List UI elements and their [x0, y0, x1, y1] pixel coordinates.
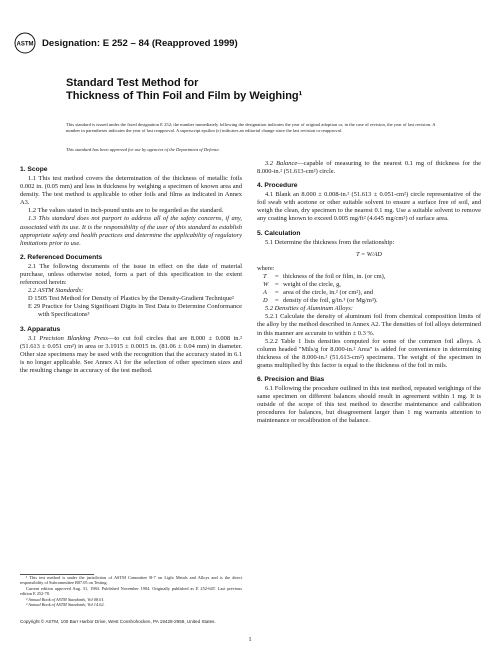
section-heading-calculation: 5. Calculation: [257, 229, 301, 237]
variable-symbol: A: [263, 289, 267, 297]
reference-e29: E 29 Practice for Using Significant Digits in Test Data to Determine Conformance with Specifications³: [28, 303, 242, 319]
page-number: 1: [248, 637, 252, 643]
section-heading-apparatus: 3. Apparatus: [20, 325, 61, 333]
designation: Designation: E 252 – 84 (Reapproved 1999): [42, 38, 238, 49]
logo-text: ASTM: [16, 41, 34, 48]
paragraph-5-1: 5.1 Determine the thickness from the relationship:: [265, 238, 395, 246]
variable-description: weight of the circle, g,: [283, 280, 341, 288]
section-heading-referenced-documents: 2. Referenced Documents: [20, 253, 103, 261]
right-column: [257, 160, 481, 425]
variable-row: T = thickness of the foil or film, in. (or cm),: [263, 272, 386, 280]
paragraph-3-1-label: 3.1 Precision Blanking Press: [28, 334, 108, 342]
thickness-formula: T = W/AD: [356, 250, 382, 258]
paragraph-1-2: 1.2 The values stated in inch-pound units are to be regarded as the standard.: [28, 207, 224, 215]
section-heading-procedure: 4. Procedure: [257, 182, 298, 190]
title-line-2: Thickness of Thin Foil and Film by Weighing¹: [66, 90, 303, 102]
section-heading-scope: 1. Scope: [20, 166, 48, 173]
astm-logo: [14, 32, 36, 54]
paragraph-6-1: 6.1 Following the procedure outlined in this test method, repeated weighings of the same specimen on different balances should result in agreement within 1 mg. It is outside of the scope of this test method to describe maintenance and calibration procedures for balances, but disagreement larger than 1 mg warrants attention to maintenance or recalibration of the balance.: [257, 384, 481, 425]
variable-list: [263, 273, 481, 305]
footnote-1-edition: Current edition approved Aug. 31, 1984. Published November 1984. Originally published as E 252-64T. Last previous edition E 252-78.: [20, 585, 242, 597]
paragraph-5-2-1: 5.2.1 Calculate the density of aluminum foil from chemical composition limits of the alloy by the method described in Annex A2. The densities of foil alloys determined in this manner are accurate to within ± 0.3 %.: [257, 313, 481, 337]
variable-symbol: D: [263, 297, 268, 305]
paragraph-3-2: [257, 160, 481, 176]
variable-symbol: W: [263, 280, 269, 288]
issuance-notice: This standard is issued under the fixed designation E 252; the number immediately following the designation indicates the year of original adoption or, in the case of revision, the year of last revision. A number in parentheses indicates the year of last reapproval. A superscript epsilon (ε) indicates an editorial change since the last revision or reapproval.: [66, 122, 436, 134]
copyright-notice: Copyright © ASTM, 100 Barr Harbor Drive, West Conshohocken, PA 19428-2959, United States.: [20, 619, 216, 624]
paragraph-3-2-label: 3.2 Balance: [265, 160, 298, 167]
paragraph-5-2: 5.2 Densities of Aluminum Alloys:: [265, 305, 353, 313]
paragraph-3-2-text: —capable of measuring to the nearest 0.1 mg of thickness for the 8.000-in.² (51.613-cm²) circle.: [257, 160, 481, 176]
where-label: where:: [257, 264, 275, 272]
variable-row: A = area of the circle, in.² (or cm²), and: [263, 289, 374, 297]
paragraph-1-1: 1.1 This test method covers the determination of the thickness of metallic foils 0.002 in. (0.05 mm) and less in thickness by weighing a specimen of known area and density. The test method is applicable to other foils and films as indicated in Annex A3.: [20, 175, 242, 207]
paragraph-3-1: [20, 335, 242, 375]
reference-d1505: D 1505 Test Method for Density of Plastics by the Density-Gradient Technique²: [28, 295, 234, 303]
variable-description: density of the foil, g/in.³ (or Mg/m³).: [283, 297, 378, 305]
variable-row: W = weight of the circle, g,: [263, 280, 341, 288]
footnote-3: ³ Annual Book of ASTM Standards, Vol 14.02.: [26, 602, 105, 608]
section-heading-precision-and-bias: 6. Precision and Bias: [257, 375, 325, 383]
variable-description: area of the circle, in.² (or cm²), and: [283, 289, 374, 297]
footnotes: [20, 575, 242, 607]
title-block: [66, 77, 446, 103]
dod-approval-note: This standard has been approved for use by agencies of the Department of Defense.: [66, 147, 220, 152]
paragraph-2-2: 2.2 ASTM Standards:: [28, 287, 84, 295]
variable-symbol: T: [263, 272, 267, 280]
title-line-1: Standard Test Method for: [66, 77, 199, 89]
variable-description: thickness of the foil or film, in. (or cm),: [283, 272, 386, 280]
paragraph-2-1: 2.1 The following documents of the issue in effect on the date of material purchase, unless otherwise noted, form a part of this specification to the extent referenced herein:: [20, 262, 242, 287]
paragraph-3-1-text: —to cut foil circles that are 8.000 ± 0.008 in.² (51.613 ± 0.051 cm²) in area or 3.1915 ± 0.0015 in. (81.06 ± 0.04 mm) in diameter. Other size specimens may be used with the recognition that the accuracy stated in 6.1 is no longer applicable. See Annex A1 for the selection of other specimen sizes and the resulting change in accuracy of the test method.: [20, 334, 242, 374]
variable-row: D = density of the foil, g/in.³ (or Mg/m³).: [263, 297, 378, 305]
footnote-2: ² Annual Book of ASTM Standards, Vol 08.01.: [26, 596, 105, 602]
paragraph-1-3: 1.3 This standard does not purport to address all of the safety concerns, if any, associated with its use. It is the responsibility of the user of this standard to establish appropriate safety and health practices and determine the applicability of regulatory limitations prior to use.: [20, 215, 242, 247]
paragraph-4-1: 4.1 Blank an 8.000 ± 0.008-in.² (51.613 ± 0.051-cm²) circle representative of the foil swab with acetone or other suitable solvent to ensure a surface free of soil, and weigh the clean, dry specimen to the nearest 0.1 mg. Use a suitable solvent to remove any coating known to exceed 0.005 mg/ft² (4.645 mg/cm²) of surface area.: [257, 191, 481, 223]
paragraph-5-2-2: 5.2.2 Table 1 lists densities computed for some of the common foil alloys. A column headed "Mils/g for 8.000-in.² Area" is added for convenience in determining thickness of the 8.000-in.² (51.613-cm²) specimens. The weight of the specimen in grams multiplied by this factor is equal to the thickness of the foil in mils.: [257, 337, 481, 369]
footnote-1: ¹ This test method is under the jurisdiction of ASTM Committee B-7 on Light Metals and Alloys and is the direct responsibility of Subcommittee B07.05 on Testing.: [20, 575, 242, 586]
left-column: [20, 160, 242, 375]
